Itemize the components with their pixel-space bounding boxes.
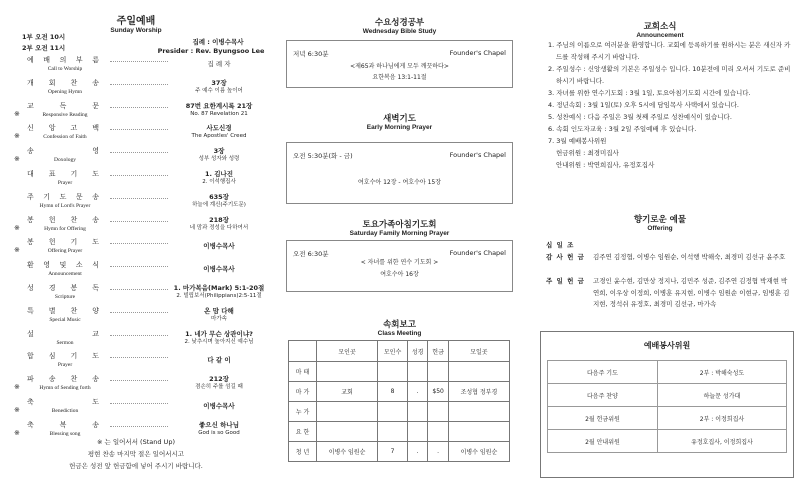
wednesday-time: 저녁 6:30분 (293, 50, 329, 58)
wednesday-box (286, 40, 513, 88)
table-cell (317, 402, 378, 422)
meeting-title: 속회보고 (383, 320, 416, 330)
dot-leader (110, 403, 168, 404)
worship-item-name: 축 도 (27, 398, 99, 406)
offering-names: 고경인 윤수현, 김만상 정지나, 김민주 성준, 김주연 김정협 박재현 박연희, 이우상 이정희, 이병훈 유지현, 이병수 임원순 이현규, 임병훈 김지현, 정석쉬 유정호, 최경미 김선규, 마가속 (593, 277, 790, 308)
worship-item-value: 이병수목사 (203, 242, 235, 251)
table-cell (428, 422, 448, 442)
worship-item-name: 봉 헌 찬 송 (27, 215, 99, 224)
announcements-heading (530, 20, 790, 39)
announcements-title: 교회소식 (643, 22, 677, 32)
morning-time: 오전 5:30분(화 - 금) (293, 152, 353, 160)
worship-item-detail: 겸손히 주를 섬길 때 (195, 384, 243, 391)
table-cell: 8 (378, 382, 408, 402)
service-role: 2월 헌금위원 (548, 407, 658, 430)
worship-item-detail: 주 예수 이름 높이어 (195, 87, 243, 94)
service-person: 2부 : 이정희집사 (657, 407, 786, 430)
morning-place: Founder's Chapel (449, 151, 506, 159)
worship-item-name: 특 별 찬 양 (27, 306, 99, 315)
table-cell (407, 422, 427, 442)
saturday-box (286, 240, 513, 292)
offering-note: 헌금은 성전 앞 헌금함에 넣어 주시기 바랍니다. (69, 462, 203, 470)
announcement-item: 7. 3월 예배봉사위원 (548, 137, 607, 145)
worship-item-value: 3장 (213, 147, 225, 156)
worship-item-value: 집 례 자 (207, 60, 231, 68)
table-cell (317, 422, 378, 442)
dot-leader (110, 312, 168, 313)
morning-heading (286, 112, 513, 131)
worship-item-name: 송 영 (27, 147, 99, 156)
worship-item-english: Scripture (54, 294, 76, 300)
offering-subtitle: Offering (647, 225, 673, 232)
worship-item (12, 56, 270, 78)
wednesday-title: 수요성경공부 (374, 18, 425, 28)
column-header: 모인곳 (317, 341, 378, 362)
worship-item-english: Offering Prayer (47, 248, 83, 255)
worship-item (12, 398, 270, 420)
worship-item (12, 170, 270, 192)
worship-item-detail: No. 87 Revelation 21 (190, 110, 248, 117)
stand-up-note: ※ 는 일어서서 (Stand Up) (97, 438, 175, 446)
dot-leader (110, 289, 168, 290)
announcement-item: 1. 주님의 이름으로 여러분을 환영합니다. 교회에 등록하기를 원하시는 분은 새신자 카드를 작성해 주시기 바랍니다. (548, 41, 791, 61)
table-cell: 이병수 임원순 (448, 442, 509, 462)
table-cell (448, 422, 509, 442)
dot-leader (110, 221, 168, 222)
worship-title: 주일예배 (116, 16, 156, 27)
dot-leader (110, 198, 168, 199)
class-name: 누 가 (289, 402, 317, 422)
stand-marker: ※ (14, 132, 20, 141)
worship-item (12, 330, 270, 352)
table-cell (407, 362, 427, 382)
table-cell (428, 402, 448, 422)
worship-item-value: 635장 (209, 192, 229, 201)
service-person: 유정호집사, 이정희집사 (657, 430, 786, 453)
worship-item-english: Special Music (49, 316, 81, 323)
table-cell (378, 422, 408, 442)
worship-item-name: 주 기 도 문 송 (27, 192, 99, 201)
dot-leader (110, 335, 168, 336)
worship-item-detail: God is so Good (198, 429, 240, 436)
worship-item-name: 성 경 봉 독 (27, 284, 99, 292)
worship-item (12, 216, 270, 238)
service-role: 2월 안내위원 (548, 430, 658, 453)
morning-reading: 여호수아 12장 - 여호수아 15장 (357, 179, 442, 186)
worship-item-english: Prayer (57, 180, 73, 186)
table-cell: . (407, 442, 427, 462)
worship-item (12, 375, 270, 397)
worship-item-english: Opening Hymn (47, 88, 83, 95)
table-cell: . (407, 382, 427, 402)
announcement-item: 2. 주일성수 : 신앙생활의 기본은 주일성수 입니다. 10분전에 미리 오셔서 기도로 준비하시기 바랍니다. (548, 65, 791, 85)
worship-item-value: 1. 김나진 (204, 170, 234, 178)
announcement-item: 안내위원 : 박연희집사, 유정호집사 (556, 161, 655, 169)
worship-item-detail: 성부 성자와 성령 (198, 156, 240, 163)
announcement-item: 3. 자녀를 위한 연수기도회 : 3월 1일, 토요아침기도회 시간에 있습니다. (548, 89, 751, 97)
meeting-subtitle: Class Meeting (377, 330, 422, 337)
worship-item (12, 352, 270, 374)
worship-item (12, 193, 270, 215)
table-cell (428, 362, 448, 382)
dot-leader (110, 380, 168, 381)
service-volunteers-box (540, 331, 794, 478)
worship-item (12, 79, 270, 101)
morning-box (286, 142, 513, 204)
dot-leader (110, 357, 168, 358)
worship-item-english: Announcement (48, 271, 82, 278)
table-row (548, 361, 787, 384)
worship-item-value: 37장 (211, 78, 227, 87)
class-name: 청 년 (289, 442, 317, 462)
class-meeting-rows (289, 362, 510, 462)
saturday-reading: 여호수아 16장 (380, 271, 419, 278)
morning-subtitle: Early Morning Prayer (366, 124, 433, 131)
service-role: 다음주 찬양 (548, 384, 658, 407)
class-meeting-table (288, 340, 510, 462)
table-cell (317, 362, 378, 382)
worship-item-detail: 네 맘과 정성을 다하여서 (189, 224, 249, 231)
table-row (548, 384, 787, 407)
worship-item-name: 설 교 (27, 329, 99, 338)
table-cell: 이병수 임원순 (317, 442, 378, 462)
wednesday-heading (286, 16, 513, 35)
dot-leader (110, 426, 168, 427)
wednesday-scripture: 요한복음 13:1-11절 (372, 74, 427, 81)
worship-item-english: Hymn for Offering (44, 225, 86, 232)
announcement-item: 6. 속회 인도자교육 : 3월 2일 주일예배 후 있습니다. (548, 125, 697, 133)
worship-item-english: Blessing song (49, 430, 81, 437)
worship-item-value: 온 맘 다해 (204, 306, 234, 315)
worship-item (12, 102, 270, 124)
worship-item-english: Benediction (51, 408, 79, 414)
hymn-note: 평현 찬송 마지막 절은 일어서시고 (87, 450, 185, 458)
worship-item (12, 238, 270, 260)
worship-item (12, 124, 270, 146)
table-cell (378, 402, 408, 422)
table-row (289, 402, 510, 422)
table-cell: 조성협 정부경 (448, 382, 509, 402)
worship-item-english: Sermon (56, 339, 74, 346)
worship-item-name: 신 앙 고 백 (27, 124, 99, 133)
stand-marker: ※ (14, 109, 20, 118)
morning-title: 새벽기도 (383, 114, 416, 124)
column-header: 모일곳 (448, 341, 509, 362)
column-header: 헌금 (428, 341, 448, 362)
dot-leader (110, 61, 168, 62)
dot-leader (110, 84, 168, 85)
table-header-row (289, 341, 510, 362)
table-cell: . (428, 442, 448, 462)
table-row (289, 442, 510, 462)
worship-item-detail: 하늘에 계신(주기도문) (192, 201, 246, 208)
worship-item-name: 환 영 및 소 식 (27, 261, 99, 270)
offering-heading (530, 213, 790, 232)
worship-item-value: 218장 (209, 215, 229, 224)
wednesday-lesson: <제65과 하나님에게 모두 깨끗하다> (350, 63, 449, 70)
offering-title: 향기로운 예물 (633, 215, 687, 225)
class-name: 마 태 (289, 362, 317, 382)
wednesday-subtitle: Wednesday Bible Study (362, 28, 437, 35)
class-name: 요 한 (289, 422, 317, 442)
stand-marker: ※ (14, 246, 20, 255)
service-time-2: 2부 오전 11시 (22, 44, 66, 52)
worship-item-value: 사도신경 (206, 124, 232, 133)
wednesday-place: Founder's Chapel (449, 49, 506, 57)
service-time-1: 1부 오전 10시 (22, 33, 66, 41)
table-cell (407, 402, 427, 422)
table-cell: 교회 (317, 382, 378, 402)
worship-item-value: 좋으신 하나님 (199, 420, 239, 429)
announcement-item: 4. 정년속회 : 3월 1일(토) 오후 5시에 담임목사 사택에서 있습니다. (548, 101, 739, 109)
worship-item-english: Confession of Faith (43, 134, 87, 141)
stand-marker: ※ (14, 428, 20, 437)
table-row (548, 430, 787, 453)
dot-leader (110, 129, 168, 130)
worship-item-value: 87번 요한계시록 21장 (185, 101, 253, 110)
worship-item-value: 1. 마가복음(Mark) 5:1-20절 (173, 284, 265, 292)
saturday-place: Founder's Chapel (449, 249, 506, 257)
stand-marker: ※ (14, 155, 20, 164)
worship-item-english: Responsive Reading (42, 111, 88, 118)
worship-item-name: 봉 헌 기 도 (27, 238, 99, 247)
worship-item-value: 1. 네가 무슨 상관이냐? (185, 329, 253, 338)
service-role: 다음주 기도 (548, 361, 658, 384)
table-row (289, 382, 510, 402)
table-cell: $50 (428, 382, 448, 402)
saturday-heading (286, 218, 513, 237)
table-row (548, 407, 787, 430)
column-header: 성경 (407, 341, 427, 362)
worship-item-name: 합 심 기 도 (27, 352, 99, 361)
dot-leader (110, 243, 168, 244)
table-row (289, 422, 510, 442)
worship-item-detail: 마가속 (211, 315, 227, 322)
announcements-subtitle: Announcement (636, 32, 684, 39)
worship-item-name: 개 회 찬 송 (27, 78, 99, 87)
dot-leader (110, 266, 168, 267)
worship-item-detail: 2. 이석행집사 (202, 179, 236, 185)
table-cell (448, 402, 509, 422)
class-name: 마 가 (289, 382, 317, 402)
announcement-item: 5. 성찬예식 : 다음 주일은 3월 첫째 주일로 성찬예식이 있습니다. (548, 113, 732, 121)
worship-item (12, 284, 270, 306)
worship-item-name: 축 복 송 (27, 420, 99, 429)
worship-item-name: 파 송 찬 송 (27, 375, 99, 384)
worship-item-name: 예 배 의 부 름 (27, 56, 99, 64)
worship-footer (0, 436, 272, 472)
table-cell: 7 (378, 442, 408, 462)
worship-item (12, 147, 270, 169)
saturday-subtitle: Saturday Family Morning Prayer (349, 230, 450, 237)
offering-names: 김주연 김정협, 이병수 임원순, 이석행 박해숙, 최경미 김선규 윤주호 (593, 253, 786, 261)
stand-marker: ※ (14, 223, 20, 232)
stand-marker: ※ (14, 406, 20, 414)
service-volunteers-table (547, 360, 787, 453)
sunday-worship-column (0, 0, 272, 485)
worship-item-detail: The Apostles' Creed (191, 133, 247, 140)
dot-leader (110, 175, 168, 176)
presider-korean: 집례 : 이병수목사 (192, 38, 244, 46)
saturday-title: 토요가족아침기도회 (362, 220, 437, 230)
presider-english: Presider : Rev. Byungsoo Lee (157, 47, 265, 55)
service-person: 2부 : 박해숙성도 (657, 361, 786, 384)
worship-item (12, 261, 270, 283)
dot-leader (110, 152, 168, 153)
worship-item-english: Hymn of Sending forth (39, 385, 91, 392)
worship-item-value: 이병수목사 (203, 265, 235, 274)
worship-item-english: Call to Worship (47, 66, 83, 72)
service-person: 하늘문 성가대 (657, 384, 786, 407)
worship-subtitle: Sunday Worship (110, 27, 162, 34)
offering-type: 감 사 헌 금 (546, 253, 585, 261)
saturday-theme: < 자녀를 위한 연수 기도회 > (360, 259, 439, 266)
worship-item-detail: 2. 빌립보서(Philippians)2:5-11절 (176, 293, 262, 299)
worship-item (12, 307, 270, 329)
announcement-item: 헌금위원 : 최경미집사 (556, 149, 619, 157)
offering-type: 십 일 조 (546, 241, 575, 249)
worship-item-value: 212장 (209, 375, 229, 384)
service-volunteers-rows (548, 361, 787, 453)
stand-marker: ※ (14, 383, 20, 392)
worship-item-name: 대 표 기 도 (27, 170, 99, 178)
table-cell (378, 362, 408, 382)
column-header (289, 341, 317, 362)
worship-item-value: 이병수목사 (203, 402, 235, 410)
column-header: 모인수 (378, 341, 408, 362)
dot-leader (110, 107, 168, 108)
worship-item-value: 다 같 이 (207, 356, 231, 365)
worship-item-english: Doxology (54, 157, 76, 164)
worship-item-detail: 2. 낮추시며 높아지신 예수님 (184, 338, 254, 345)
service-volunteers-title: 예배봉사위원 (643, 341, 691, 350)
saturday-time: 오전 6:30분 (293, 250, 329, 258)
table-cell (448, 362, 509, 382)
worship-item-name: 교 독 문 (27, 101, 99, 110)
worship-item-english: Prayer (57, 362, 73, 369)
offering-type: 주 일 헌 금 (546, 277, 585, 285)
table-row (289, 362, 510, 382)
worship-item-english: Hymn of Lord's Prayer (39, 202, 91, 209)
meeting-heading (286, 318, 513, 337)
